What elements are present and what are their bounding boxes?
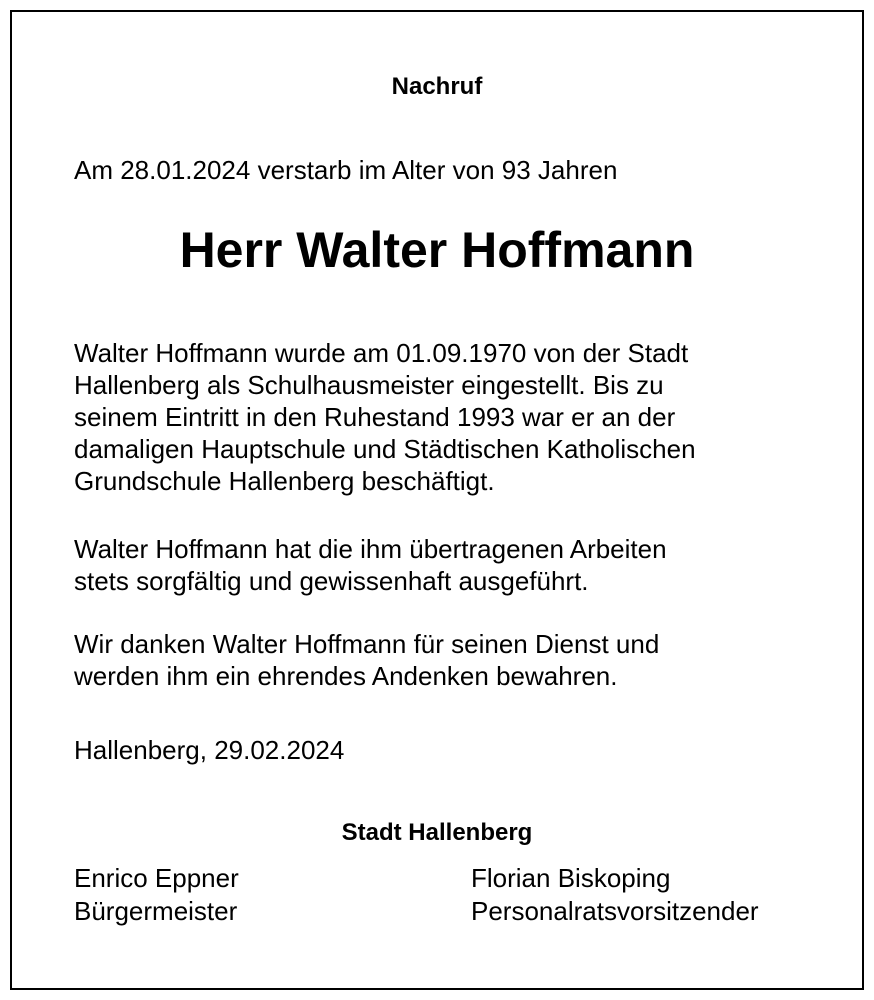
signer-mayor: [74, 862, 239, 928]
signer-name: Enrico Eppner: [74, 863, 239, 893]
deceased-name: Herr Walter Hoffmann: [179, 222, 695, 278]
paragraph-line: Walter Hoffmann wurde am 01.09.1970 von der Stadt: [74, 338, 689, 368]
organization-name: Stadt Hallenberg: [341, 819, 533, 846]
place-and-date: Hallenberg, 29.02.2024: [74, 735, 345, 765]
paragraph-line: Walter Hoffmann hat die ihm übertragenen Arbeiten: [74, 534, 667, 564]
paragraph-appreciation: [74, 533, 667, 597]
paragraph-line: Grundschule Hallenberg beschäftigt.: [74, 466, 495, 496]
signer-staff-council: [471, 862, 759, 928]
signer-role: Bürgermeister: [74, 896, 238, 926]
paragraph-line: seinem Eintritt in den Ruhestand 1993 war er an der: [74, 402, 676, 432]
paragraph-thanks: [74, 628, 659, 692]
signer-role: Personalratsvorsitzender: [471, 896, 759, 926]
paragraph-line: damaligen Hauptschule und Städtischen Katholischen: [74, 434, 696, 464]
paragraph-line: Wir danken Walter Hoffmann für seinen Dienst und: [74, 629, 660, 659]
paragraph-line: Hallenberg als Schulhausmeister eingestellt. Bis zu: [74, 370, 664, 400]
paragraph-line: werden ihm ein ehrendes Andenken bewahren.: [74, 661, 618, 691]
signer-name: Florian Biskoping: [471, 863, 671, 893]
intro-line: Am 28.01.2024 verstarb im Alter von 93 Jahren: [74, 155, 618, 185]
paragraph-employment: [74, 337, 696, 497]
notice-heading: Nachruf: [391, 73, 483, 100]
paragraph-line: stets sorgfältig und gewissenhaft ausgeführt.: [74, 566, 589, 596]
